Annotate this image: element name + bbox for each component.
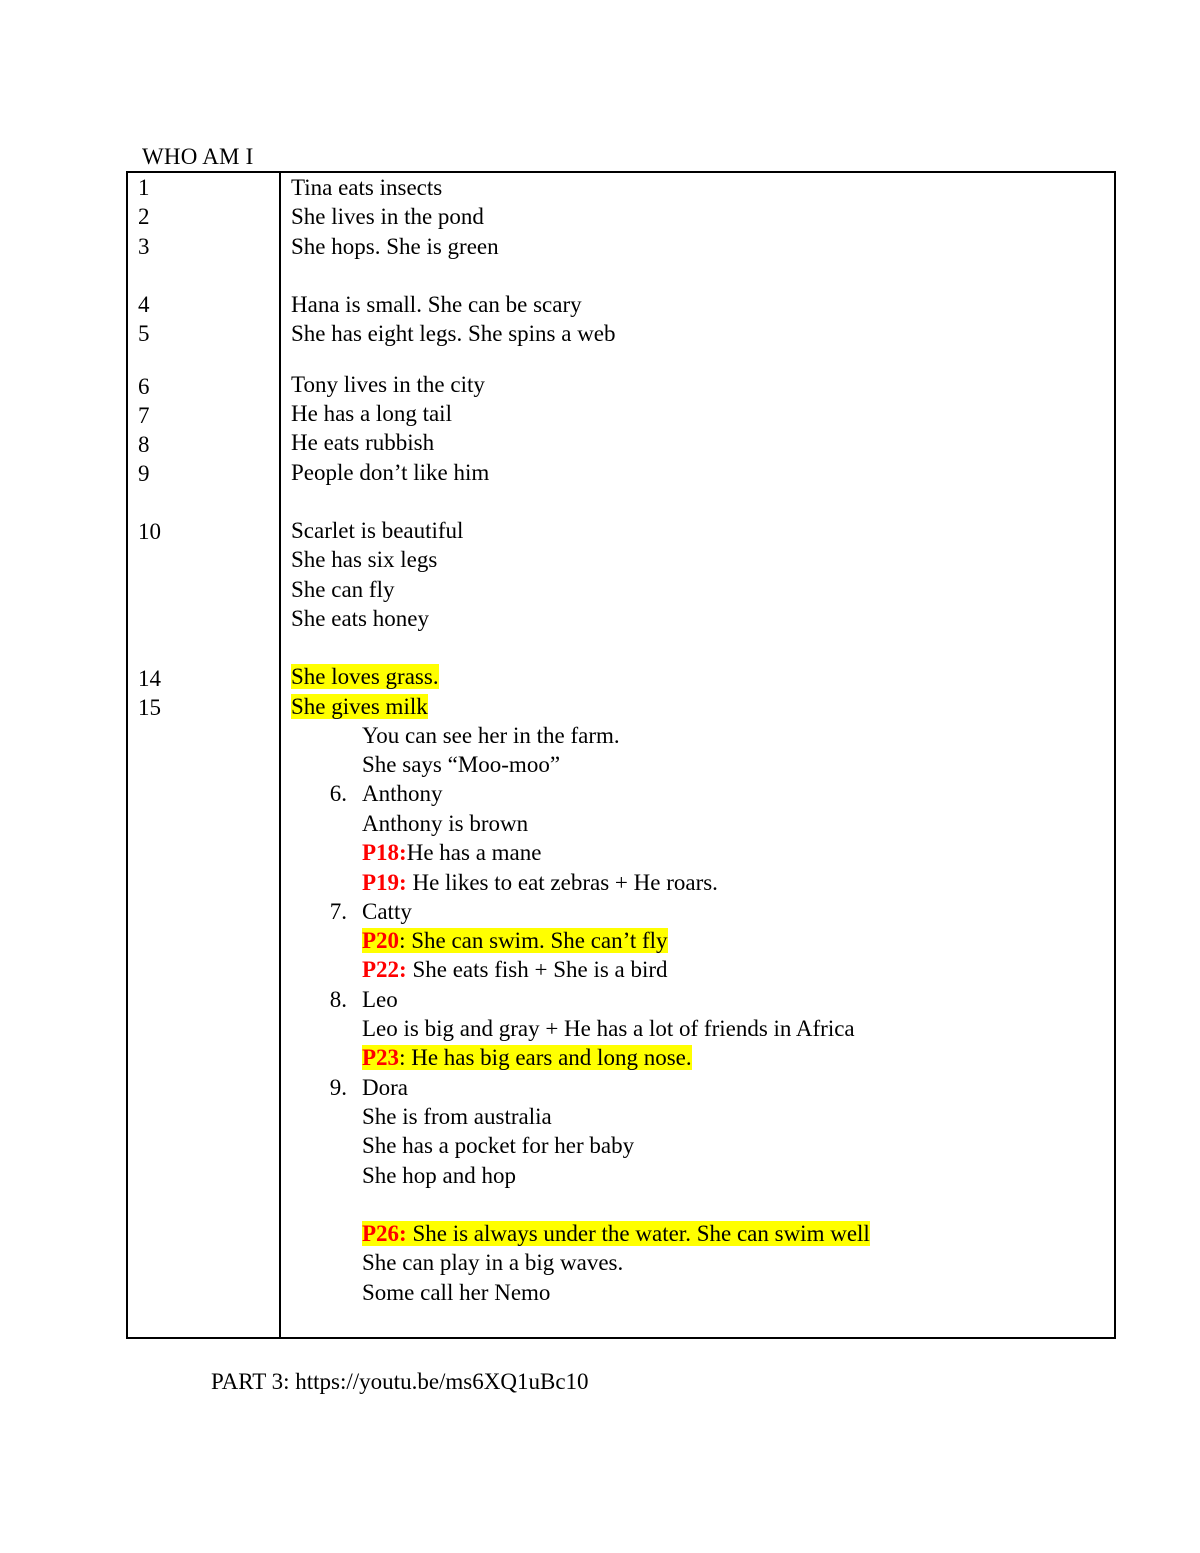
clue-text: Tina eats insects: [291, 175, 443, 200]
clue-text: She has six legs: [291, 547, 438, 572]
clue-text: Leo is big and gray + He has a lot of friends in Africa: [362, 1016, 855, 1041]
page-tag: P23: [362, 1045, 400, 1070]
page-tag: P18:: [362, 840, 407, 865]
column-divider: [279, 171, 281, 1337]
list-number: 9.: [329, 1075, 347, 1100]
row-number: 6: [138, 374, 150, 399]
list-number: 8.: [329, 987, 347, 1012]
page-clue: P22: She eats fish + She is a bird: [362, 957, 668, 982]
clue-text: Tony lives in the city: [291, 372, 485, 397]
page-tag: P19:: [362, 870, 407, 895]
clue-text: She says “Moo-moo”: [362, 752, 561, 777]
row-number: 15: [138, 695, 161, 720]
list-item-name: Catty: [362, 899, 412, 924]
list-number: 7.: [329, 899, 347, 924]
page-clue: P18:He has a mane: [362, 840, 542, 865]
row-number: 5: [138, 321, 150, 346]
page-clue-highlighted: P20: She can swim. She can’t fly: [362, 928, 668, 953]
clue-text: People don’t like him: [291, 460, 490, 485]
row-number: 8: [138, 432, 150, 457]
clue-text: She lives in the pond: [291, 204, 484, 229]
list-item-name: Leo: [362, 987, 398, 1012]
clue-text: She has eight legs. She spins a web: [291, 321, 616, 346]
row-number: 4: [138, 292, 150, 317]
clue-text: She has a pocket for her baby: [362, 1133, 635, 1158]
list-item-name: Anthony: [362, 781, 443, 806]
row-number: 3: [138, 234, 150, 259]
who-am-i-table: [126, 171, 1116, 1339]
row-number: 1: [138, 175, 150, 200]
clue-text: Some call her Nemo: [362, 1280, 551, 1305]
clue-text-highlighted: She loves grass.: [291, 664, 439, 689]
page-tag: P22:: [362, 957, 407, 982]
row-number: 10: [138, 519, 161, 544]
page-clue-highlighted: P26: She is always under the water. She can swim well: [362, 1221, 870, 1246]
clue-text: He has a long tail: [291, 401, 452, 426]
page-clue: P19: He likes to eat zebras + He roars.: [362, 870, 718, 895]
clue-text: Anthony is brown: [362, 811, 529, 836]
clue-text: She is from australia: [362, 1104, 552, 1129]
page-tag: P20: [362, 928, 400, 953]
footer-link-text: PART 3: https://youtu.be/ms6XQ1uBc10: [211, 1369, 589, 1394]
clue-text: She can play in a big waves.: [362, 1250, 624, 1275]
row-number: 9: [138, 461, 150, 486]
clue-text: You can see her in the farm.: [362, 723, 620, 748]
clue-text-highlighted: She gives milk: [291, 694, 428, 719]
list-item-name: Dora: [362, 1075, 408, 1100]
clue-text: She eats honey: [291, 606, 429, 631]
page-tag: P26:: [362, 1221, 407, 1246]
clue-text: Hana is small. She can be scary: [291, 292, 582, 317]
row-number: 7: [138, 403, 150, 428]
page-title: WHO AM I: [142, 144, 254, 169]
row-number: 2: [138, 204, 150, 229]
clue-text: She can fly: [291, 577, 395, 602]
clue-text: He eats rubbish: [291, 430, 435, 455]
clue-text: She hops. She is green: [291, 234, 499, 259]
row-number: 14: [138, 666, 161, 691]
clue-text: She hop and hop: [362, 1163, 516, 1188]
list-number: 6.: [329, 781, 347, 806]
clue-text: Scarlet is beautiful: [291, 518, 464, 543]
page-clue-highlighted: P23: He has big ears and long nose.: [362, 1045, 692, 1070]
